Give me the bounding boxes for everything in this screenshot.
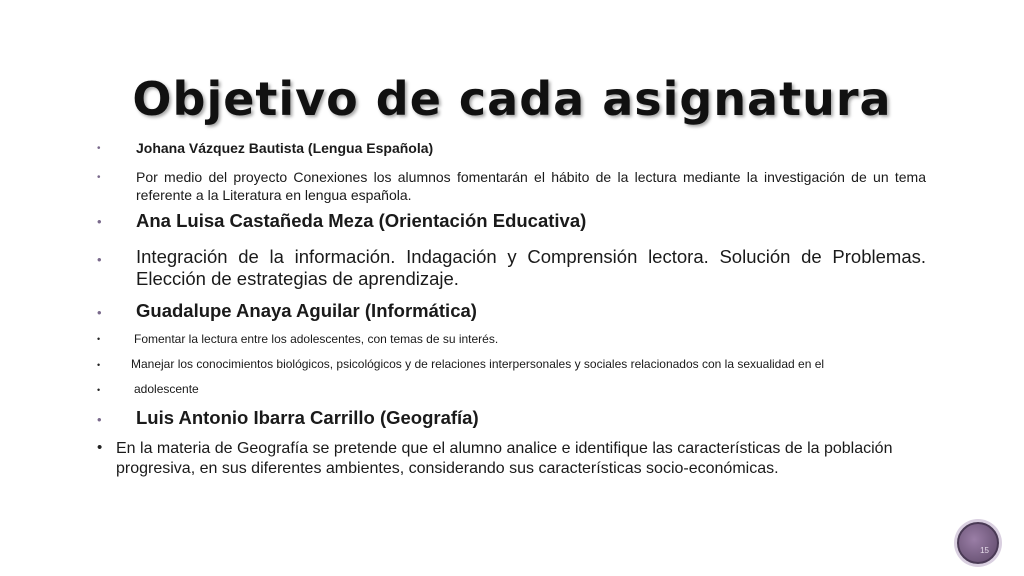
objective-informatica-3: adolescente bbox=[134, 382, 199, 396]
objective-orientacion: Integración de la información. Indagación y Comprensión lectora. Solución de Problemas. Elección de estrategias de aprendizaje. bbox=[136, 246, 926, 289]
slide-number-badge bbox=[957, 522, 999, 564]
bullet-icon: • bbox=[97, 439, 103, 456]
slide-number: 15 bbox=[980, 546, 989, 555]
bullet-icon: • bbox=[97, 214, 102, 229]
bullet-icon: • bbox=[97, 305, 102, 320]
bullet-icon: • bbox=[97, 143, 101, 154]
bullet-icon: • bbox=[97, 412, 102, 427]
objective-informatica-1: Fomentar la lectura entre los adolescentes, con temas de su interés. bbox=[134, 332, 499, 346]
objective-informatica-2: Manejar los conocimientos biológicos, psicológicos y de relaciones interpersonales y sociales relacionados con la sexualidad en el bbox=[131, 357, 825, 371]
bullet-icon: • bbox=[97, 360, 101, 370]
teacher-name-informatica: Guadalupe Anaya Aguilar (Informática) bbox=[136, 300, 477, 321]
teacher-name-orientacion: Ana Luisa Castañeda Meza (Orientación Educativa) bbox=[136, 210, 587, 231]
bullet-icon: • bbox=[97, 172, 101, 183]
bullet-icon: • bbox=[97, 385, 101, 395]
bullet-icon: • bbox=[97, 252, 102, 267]
slide-title: Objetivo de cada asignatura bbox=[132, 72, 892, 126]
objective-lengua: Por medio del proyecto Conexiones los alumnos fomentarán el hábito de la lectura mediante la investigación de un tema referente a la Literatura en lengua española. bbox=[136, 169, 926, 203]
teacher-name-lengua: Johana Vázquez Bautista (Lengua Española) bbox=[136, 140, 434, 156]
bullet-icon: • bbox=[97, 334, 101, 344]
objective-geografia: En la materia de Geografía se pretende que el alumno analice e identifique las características de la población progresiva, en sus diferentes ambientes, considerando sus características socio-económicas. bbox=[116, 440, 893, 477]
teacher-name-geografia: Luis Antonio Ibarra Carrillo (Geografía) bbox=[136, 407, 479, 428]
